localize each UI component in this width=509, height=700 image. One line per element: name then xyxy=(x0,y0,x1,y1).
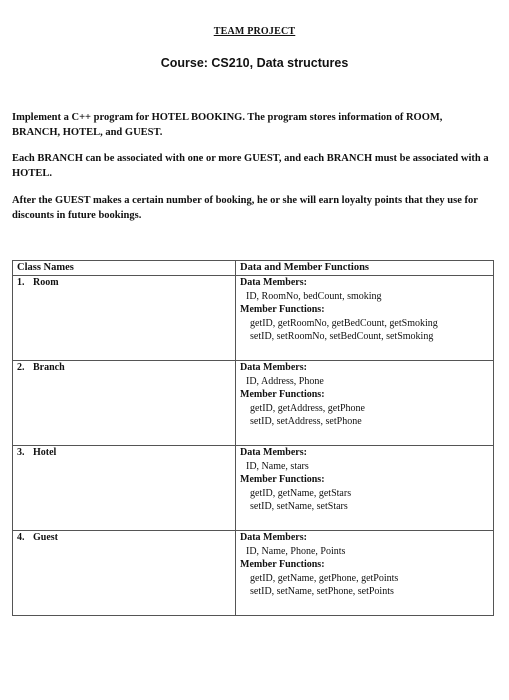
data-members-label: Data Members: xyxy=(240,447,307,458)
row-number: 2. xyxy=(17,362,25,373)
member-functions-label: Member Functions: xyxy=(240,474,325,485)
getter-functions: getID, getName, getPhone, getPoints xyxy=(250,572,399,584)
table-header-row xyxy=(13,261,494,276)
members-cell xyxy=(236,531,494,616)
paragraph-branch: Each BRANCH can be associated with one or more GUEST, and each BRANCH must be associated with a HOTEL. xyxy=(12,153,489,179)
row-number: 1. xyxy=(17,277,25,288)
header-class-names: Class Names xyxy=(13,261,236,276)
class-name: Guest xyxy=(33,532,58,543)
member-functions-label: Member Functions: xyxy=(240,389,325,400)
data-members-list: ID, Name, Phone, Points xyxy=(246,545,346,557)
table-row xyxy=(13,361,494,446)
setter-functions: setID, setName, setPhone, setPoints xyxy=(250,586,394,597)
data-members-label: Data Members: xyxy=(240,277,307,288)
data-members-list: ID, RoomNo, bedCount, smoking xyxy=(246,290,382,302)
setter-functions: setID, setName, setStars xyxy=(250,501,348,512)
setter-functions: setID, setRoomNo, setBedCount, setSmoking xyxy=(250,331,434,342)
class-name: Branch xyxy=(33,362,65,373)
members-cell xyxy=(236,361,494,446)
row-number: 3. xyxy=(17,447,25,458)
table-row xyxy=(13,276,494,361)
members-cell xyxy=(236,446,494,531)
table-row xyxy=(13,446,494,531)
data-members-label: Data Members: xyxy=(240,362,307,373)
getter-functions: getID, getRoomNo, getBedCount, getSmoking xyxy=(250,317,438,329)
table-row xyxy=(13,531,494,616)
getter-functions: getID, getName, getStars xyxy=(250,487,352,499)
class-name-cell xyxy=(13,276,236,361)
document-title: TEAM PROJECT xyxy=(213,26,296,37)
paragraph-intro: Implement a C++ program for HOTEL BOOKING. The program stores information of ROOM, BRANCH, HOTEL, and GUEST. xyxy=(12,112,443,138)
getter-functions: getID, getAddress, getPhone xyxy=(250,402,365,414)
data-members-list: ID, Name, stars xyxy=(246,460,309,472)
paragraph-guest: After the GUEST makes a certain number of booking, he or she will earn loyalty points that they use for discounts in future bookings. xyxy=(12,195,478,221)
class-name-cell xyxy=(13,531,236,616)
class-name-cell xyxy=(13,446,236,531)
data-members-list: ID, Address, Phone xyxy=(246,375,324,387)
classes-table xyxy=(12,260,494,616)
course-heading: Course: CS210, Data structures xyxy=(160,56,349,70)
member-functions-label: Member Functions: xyxy=(240,304,325,315)
setter-functions: setID, setAddress, setPhone xyxy=(250,416,362,427)
member-functions-label: Member Functions: xyxy=(240,559,325,570)
class-name: Room xyxy=(33,277,59,288)
class-name: Hotel xyxy=(33,447,57,458)
row-number: 4. xyxy=(17,532,25,543)
data-members-label: Data Members: xyxy=(240,532,307,543)
members-cell xyxy=(236,276,494,361)
class-name-cell xyxy=(13,361,236,446)
header-data-functions: Data and Member Functions xyxy=(236,261,494,276)
